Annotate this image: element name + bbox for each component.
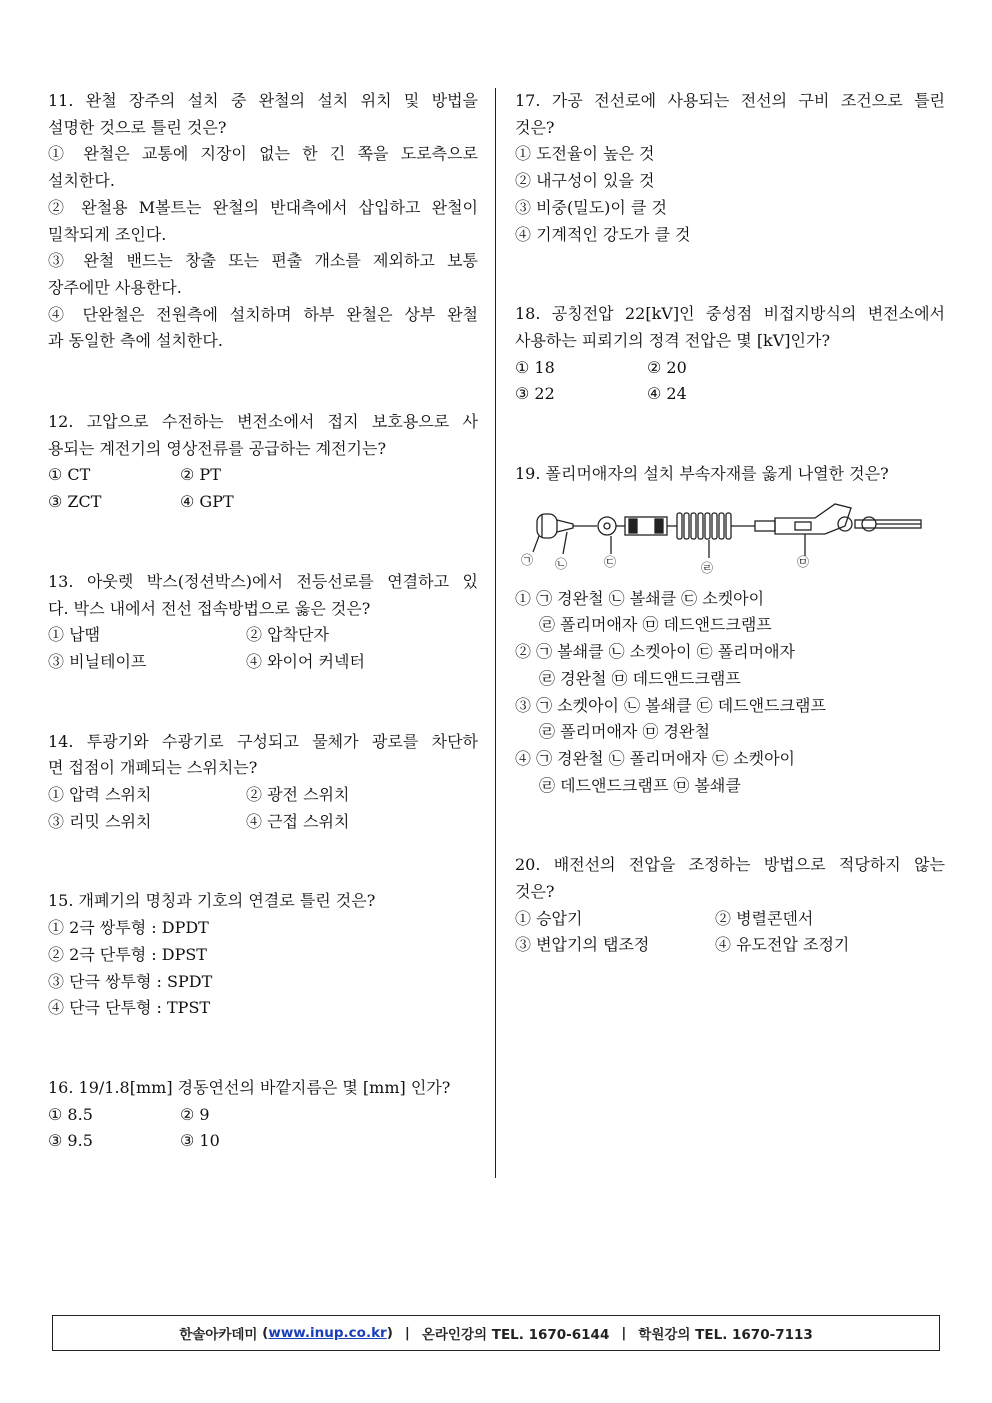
q16-option4: ③ 10 xyxy=(180,1131,220,1151)
q12-option4: ④ GPT xyxy=(180,492,234,512)
right-column xyxy=(515,88,945,959)
q11-option2-line1: ② 완철용 M볼트는 완철의 반대측에서 삽입하고 완철이 xyxy=(48,197,478,217)
footer-url-paren-close: ) xyxy=(386,1325,393,1341)
q14-options-row1 xyxy=(48,782,478,809)
footer-banner xyxy=(52,1315,940,1351)
q16-option3: ③ 9.5 xyxy=(48,1131,93,1151)
q19-option4-line1: ④ ㉠ 경완철 ㉡ 폴리머애자 ㉢ 소켓아이 xyxy=(515,748,795,768)
q19-option1-line2: ㉣ 폴리머애자 ㉤ 데드앤드크램프 xyxy=(539,615,772,635)
clevis-tongue-shape xyxy=(557,520,573,532)
q20-option4: ④ 유도전압 조정기 xyxy=(715,935,850,955)
q18-option4: ④ 24 xyxy=(647,384,687,404)
q12-option1: ① CT xyxy=(48,465,91,485)
q15-option4: ④ 단극 단투형 : TPST xyxy=(48,998,211,1018)
q19-option3-line2: ㉣ 폴리머애자 ㉤ 경완철 xyxy=(539,722,710,742)
q14-option1: ① 압력 스위치 xyxy=(48,785,152,805)
q13-option2: ② 압착단자 xyxy=(246,625,329,645)
q13-stem-line1: 13. 아웃렛 박스(정션박스)에서 전등선로를 연결하고 있 xyxy=(48,571,478,591)
question-14 xyxy=(48,729,478,836)
q16-options-row1 xyxy=(48,1102,478,1129)
footer-offline-phone: 학원강의 TEL. 1670-7113 xyxy=(638,1327,813,1343)
q17-option4: ④ 기계적인 강도가 클 것 xyxy=(515,224,691,244)
crossarm-clevis-shape xyxy=(537,514,557,538)
socket-eye-block-2 xyxy=(655,519,663,533)
fig-label-2: ㉡ xyxy=(555,556,568,571)
footer-online-phone: 온라인강의 TEL. 1670-6144 xyxy=(421,1327,610,1343)
footer-url-paren-open: ( xyxy=(257,1325,269,1341)
q11-option4-line2: 과 동일한 측에 설치한다. xyxy=(48,331,223,351)
q16-option2: ② 9 xyxy=(180,1104,210,1124)
q18-options-row2 xyxy=(515,381,945,408)
q11-option3-line2: 장주에만 사용한다. xyxy=(48,277,182,297)
q11-option1-line1: ① 완철은 교통에 지장이 없는 한 긴 쪽을 도로측으로 xyxy=(48,144,478,164)
q15-option1: ① 2극 쌍투형 : DPDT xyxy=(48,918,209,938)
q11-stem-line1: 11. 완철 장주의 설치 중 완철의 설치 위치 및 방법을 xyxy=(48,91,478,110)
q12-option3: ③ ZCT xyxy=(48,492,102,512)
q13-options-row2 xyxy=(48,649,478,676)
leader-line-1 xyxy=(533,536,539,552)
q12-stem-line2: 용되는 계전기의 영상전류를 공급하는 계전기는? xyxy=(48,438,387,458)
q13-option4: ④ 와이어 커넥터 xyxy=(246,651,365,671)
q12-stem-line1: 12. 고압으로 수전하는 변전소에서 접지 보호용으로 사 xyxy=(48,412,478,432)
q19-option1-line1: ① ㉠ 경완철 ㉡ 볼쇄클 ㉢ 소켓아이 xyxy=(515,588,765,608)
q15-stem: 15. 개폐기의 명칭과 기호의 연결로 틀린 것은? xyxy=(48,891,376,911)
q17-option3: ③ 비중(밀도)이 클 것 xyxy=(515,197,667,217)
q14-stem-line2: 면 접점이 개폐되는 스위치는? xyxy=(48,758,258,778)
q11-option2-line2: 밀착되게 조인다. xyxy=(48,224,167,244)
q19-stem: 19. 폴리머애자의 설치 부속자재를 옳게 나열한 것은? xyxy=(515,464,889,484)
dead-end-clamp-wedge xyxy=(795,522,811,530)
q20-stem-line2: 것은? xyxy=(515,882,555,902)
q17-option1: ① 도전율이 높은 것 xyxy=(515,144,655,164)
q15-option2: ② 2극 단투형 : DPST xyxy=(48,944,207,964)
q14-options-row2 xyxy=(48,809,478,836)
question-12 xyxy=(48,409,478,516)
q11-option1-line2: 설치한다. xyxy=(48,171,115,191)
q12-options-row2 xyxy=(48,489,478,516)
q20-options-row1 xyxy=(515,906,945,933)
shackle-eye-hole xyxy=(604,523,610,529)
question-15 xyxy=(48,888,478,1022)
question-20 xyxy=(515,852,945,959)
q20-options-row2 xyxy=(515,932,945,959)
question-16 xyxy=(48,1075,478,1155)
q19-option3-line1: ③ ㉠ 소켓아이 ㉡ 볼쇄클 ㉢ 데드앤드크램프 xyxy=(515,695,826,715)
q16-option1: ① 8.5 xyxy=(48,1104,93,1124)
q20-stem-line1: 20. 배전선의 전압을 조정하는 방법으로 적당하지 않는 xyxy=(515,855,945,875)
q20-option1: ① 승압기 xyxy=(515,908,583,928)
q16-stem: 16. 19/1.8[mm] 경동연선의 바깥지름은 몇 [mm] 인가? xyxy=(48,1077,451,1097)
q18-stem-line1: 18. 공칭전압 22[kV]인 중성점 비접지방식의 변전소에서 xyxy=(515,304,945,324)
footer-website-link[interactable]: www.inup.co.kr xyxy=(268,1325,387,1341)
polymer-insulator-hardware-figure xyxy=(515,496,925,576)
left-column xyxy=(48,88,478,1155)
question-17 xyxy=(515,88,945,248)
q13-option3: ③ 비닐테이프 xyxy=(48,651,147,671)
q11-option4-line1: ④ 단완철은 전원측에 설치하며 하부 완철은 상부 완철 xyxy=(48,304,478,324)
q13-option1: ① 납땜 xyxy=(48,625,100,645)
socket-eye-block-1 xyxy=(629,519,637,533)
fig-label-5: ㉤ xyxy=(797,554,810,569)
question-18 xyxy=(515,301,945,408)
q14-option4: ④ 근접 스위치 xyxy=(246,811,350,831)
q14-stem-line1: 14. 투광기와 수광기로 구성되고 물체가 광로를 차단하 xyxy=(48,731,478,751)
q17-stem-line2: 것은? xyxy=(515,117,555,137)
q11-option3-line1: ③ 완철 밴드는 창출 또는 편출 개소를 제외하고 보통 xyxy=(48,251,478,271)
leader-line-2 xyxy=(563,532,567,554)
q19-option2-line2: ㉣ 경완철 ㉤ 데드앤드크램프 xyxy=(539,668,741,688)
q18-options-row1 xyxy=(515,355,945,382)
q11-stem-line2: 설명한 것으로 틀린 것은? xyxy=(48,117,227,137)
q13-options-row1 xyxy=(48,622,478,649)
q17-stem-line1: 17. 가공 전선로에 사용되는 전선의 구비 조건으로 틀린 xyxy=(515,91,945,110)
shackle-eye-shape xyxy=(598,517,616,535)
q16-options-row2 xyxy=(48,1128,478,1155)
q18-stem-line2: 사용하는 피뢰기의 정격 전압은 몇 [kV]인가? xyxy=(515,330,831,350)
q18-option3: ③ 22 xyxy=(515,384,555,404)
q19-option2-line1: ② ㉠ 볼쇄클 ㉡ 소켓아이 ㉢ 폴리머애자 xyxy=(515,642,795,662)
conductor-grip-1 xyxy=(862,517,876,531)
question-13 xyxy=(48,569,478,676)
footer-academy-name: 한솔아카데미 xyxy=(179,1327,258,1343)
q19-option4-line2: ㉣ 데드앤드크램프 ㉤ 볼쇄클 xyxy=(539,775,741,795)
footer-separator-2: | xyxy=(621,1325,627,1341)
fig-label-3: ㉢ xyxy=(604,554,617,569)
question-19 xyxy=(515,461,945,799)
q14-option3: ③ 리밋 스위치 xyxy=(48,811,152,831)
q12-option2: ② PT xyxy=(180,465,221,485)
column-divider xyxy=(495,88,496,1178)
q15-option3: ③ 단극 쌍투형 : SPDT xyxy=(48,971,213,991)
q20-option2: ② 병렬콘덴서 xyxy=(715,908,814,928)
polymer-insulator-sheds xyxy=(677,513,731,539)
q13-stem-line2: 다. 박스 내에서 전선 접속방법으로 옳은 것은? xyxy=(48,598,371,618)
q20-option3: ③ 변압기의 탭조정 xyxy=(515,935,650,955)
q12-options-row1 xyxy=(48,462,478,489)
footer-separator-1: | xyxy=(404,1325,410,1341)
fig-label-1: ㉠ xyxy=(521,552,534,567)
question-11 xyxy=(48,88,478,355)
q18-option1: ① 18 xyxy=(515,357,555,377)
insulator-end-fitting xyxy=(755,521,775,531)
q17-option2: ② 내구성이 있을 것 xyxy=(515,171,655,191)
fig-label-4: ㉣ xyxy=(701,560,714,575)
q14-option2: ② 광전 스위치 xyxy=(246,785,350,805)
q18-option2: ② 20 xyxy=(647,357,687,377)
